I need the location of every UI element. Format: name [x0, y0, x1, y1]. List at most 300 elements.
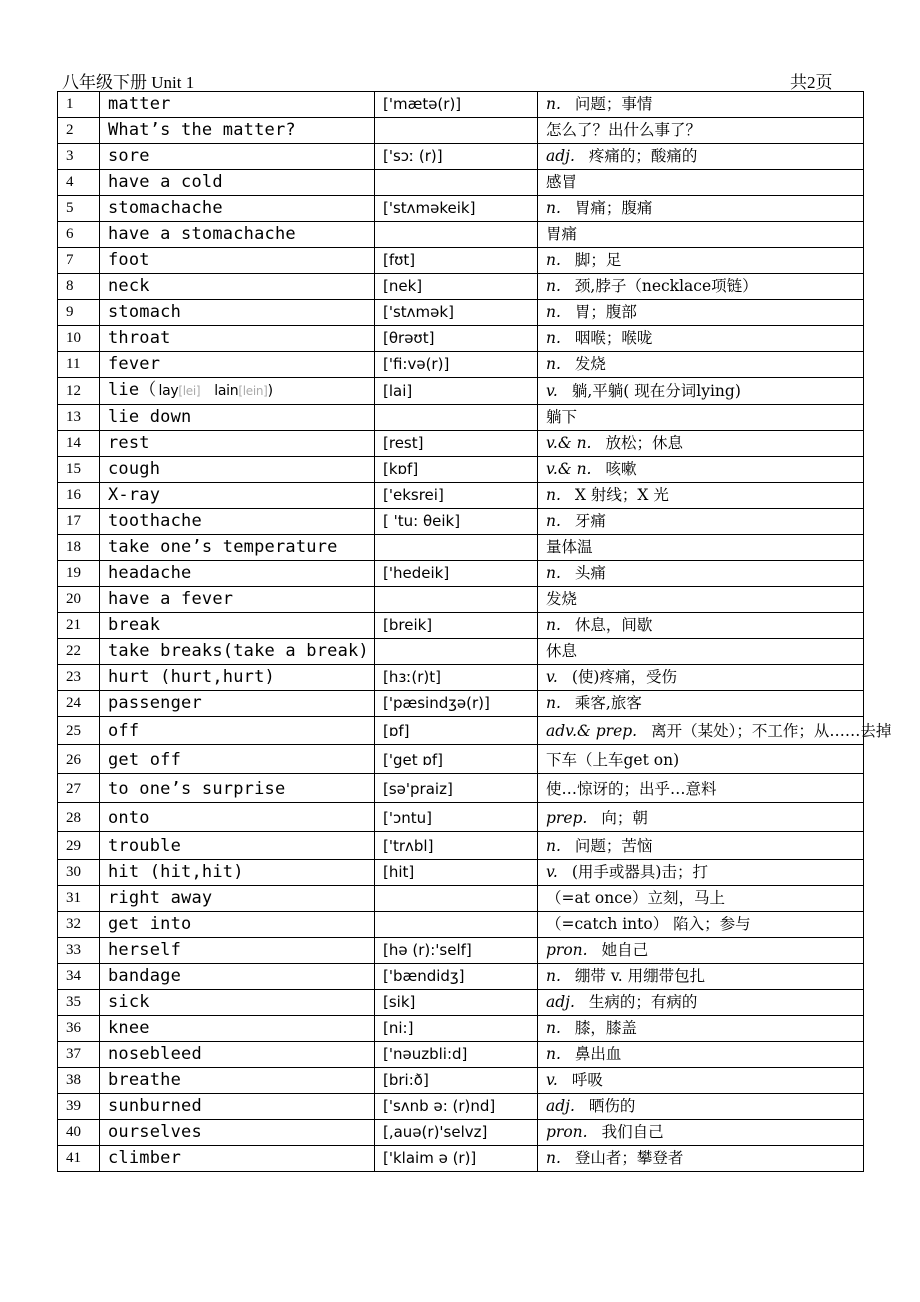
meaning-text: 咳嗽	[605, 460, 637, 478]
part-of-speech: n.	[546, 95, 561, 113]
word-text: climber	[108, 1148, 182, 1168]
row-number: 34	[58, 964, 100, 990]
phonetic-cell: [breik]	[375, 613, 538, 639]
word-cell	[100, 248, 375, 274]
meaning-cell	[538, 405, 864, 431]
phonetic-cell: ['klaim ə (r)]	[375, 1146, 538, 1172]
phonetic-cell: ['trʌbl]	[375, 832, 538, 860]
phonetic-cell: [hɜː(r)t]	[375, 665, 538, 691]
table-row	[58, 990, 864, 1016]
meaning-text: 胃痛	[546, 225, 578, 243]
meaning-text: (使)疼痛，受伤	[571, 668, 677, 686]
meaning-cell	[538, 170, 864, 196]
phonetic-cell: [sə'praiz]	[375, 774, 538, 803]
table-row	[58, 691, 864, 717]
meaning-cell	[538, 1094, 864, 1120]
word-cell	[100, 1146, 375, 1172]
meaning-text: 问题；苦恼	[574, 837, 653, 855]
table-row	[58, 248, 864, 274]
word-text: sick	[108, 992, 150, 1012]
row-number: 39	[58, 1094, 100, 1120]
meaning-text: 牙痛	[574, 512, 606, 530]
table-row	[58, 378, 864, 405]
meaning-text: （=catch into） 陷入；参与	[546, 915, 751, 933]
table-row	[58, 170, 864, 196]
row-number: 7	[58, 248, 100, 274]
word-cell	[100, 964, 375, 990]
meaning-cell	[538, 352, 864, 378]
meaning-text: 放松；休息	[605, 434, 683, 452]
word-cell	[100, 483, 375, 509]
word-cell	[100, 990, 375, 1016]
phonetic-cell: ['stʌmək]	[375, 300, 538, 326]
meaning-cell	[538, 144, 864, 170]
meaning-text: 发烧	[574, 355, 606, 373]
word-cell	[100, 326, 375, 352]
word-cell	[100, 691, 375, 717]
meaning-text: 头痛	[574, 564, 606, 582]
word-cell	[100, 196, 375, 222]
part-of-speech: n.	[546, 967, 561, 985]
part-of-speech: n.	[546, 251, 561, 269]
row-number: 3	[58, 144, 100, 170]
word-text: rest	[108, 433, 150, 453]
phonetic-cell: ['stʌməkeik]	[375, 196, 538, 222]
meaning-cell	[538, 691, 864, 717]
row-number: 23	[58, 665, 100, 691]
word-cell	[100, 774, 375, 803]
word-cell	[100, 717, 375, 745]
table-row	[58, 483, 864, 509]
meaning-cell	[538, 118, 864, 144]
meaning-text: 胃痛；腹痛	[574, 199, 653, 217]
table-row	[58, 1042, 864, 1068]
word-text: right away	[108, 888, 213, 908]
meaning-cell	[538, 639, 864, 665]
part-of-speech: n.	[546, 355, 561, 373]
phonetic-cell: ['sʌnb ə: (r)nd]	[375, 1094, 538, 1120]
part-of-speech: n.	[546, 512, 561, 530]
word-text: get off	[108, 750, 182, 770]
part-of-speech: prep.	[546, 809, 588, 827]
phonetic-cell: [ 'tu: θeik]	[375, 509, 538, 535]
phonetic-cell: ['ɔntu]	[375, 803, 538, 832]
row-number: 9	[58, 300, 100, 326]
meaning-text: 乘客,旅客	[574, 694, 642, 712]
part-of-speech: n.	[546, 277, 561, 295]
table-row	[58, 912, 864, 938]
row-number: 36	[58, 1016, 100, 1042]
meaning-text: 呼吸	[571, 1071, 603, 1089]
part-of-speech: n.	[546, 1045, 561, 1063]
row-number: 8	[58, 274, 100, 300]
word-cell	[100, 300, 375, 326]
word-cell	[100, 886, 375, 912]
word-cell	[100, 535, 375, 561]
part-of-speech: adj.	[546, 993, 575, 1011]
row-number: 6	[58, 222, 100, 248]
part-of-speech: v.	[546, 863, 558, 881]
table-row	[58, 509, 864, 535]
word-cell	[100, 1094, 375, 1120]
phonetic-cell: ['hedeik]	[375, 561, 538, 587]
meaning-cell	[538, 535, 864, 561]
meaning-cell	[538, 196, 864, 222]
word-text: to one’s surprise	[108, 779, 286, 799]
row-number: 38	[58, 1068, 100, 1094]
phonetic-cell: [ni:]	[375, 1016, 538, 1042]
closing-paren: )	[267, 383, 273, 399]
part-of-speech: n.	[546, 486, 561, 504]
meaning-cell	[538, 912, 864, 938]
phonetic-cell: ['bændidʒ]	[375, 964, 538, 990]
past-participle-form: lain	[214, 383, 239, 399]
row-number: 15	[58, 457, 100, 483]
meaning-text: 向；朝	[601, 809, 648, 827]
past-participle-phonetic: [lein]	[238, 384, 268, 398]
meaning-cell	[538, 509, 864, 535]
phonetic-cell: [rest]	[375, 431, 538, 457]
word-text: toothache	[108, 511, 202, 531]
phonetic-cell: [hə (r):'self]	[375, 938, 538, 964]
meaning-cell	[538, 300, 864, 326]
meaning-text: X 射线；X 光	[574, 486, 669, 504]
table-row	[58, 860, 864, 886]
meaning-cell	[538, 774, 864, 803]
word-text: trouble	[108, 836, 182, 856]
word-text: lie（	[108, 380, 157, 400]
meaning-text: 脚；足	[574, 251, 622, 269]
word-text: sunburned	[108, 1096, 202, 1116]
part-of-speech: n.	[546, 303, 561, 321]
row-number: 11	[58, 352, 100, 378]
part-of-speech: n.	[546, 329, 561, 347]
table-row	[58, 431, 864, 457]
row-number: 30	[58, 860, 100, 886]
row-number: 17	[58, 509, 100, 535]
row-number: 26	[58, 745, 100, 774]
meaning-cell	[538, 832, 864, 860]
meaning-text: 她自己	[601, 941, 649, 959]
word-cell	[100, 803, 375, 832]
row-number: 41	[58, 1146, 100, 1172]
word-text: breathe	[108, 1070, 182, 1090]
phonetic-cell: [kɒf]	[375, 457, 538, 483]
word-cell	[100, 1120, 375, 1146]
meaning-cell	[538, 803, 864, 832]
meaning-text: 量体温	[546, 538, 593, 556]
word-text: stomach	[108, 302, 182, 322]
word-cell	[100, 352, 375, 378]
word-text: have a stomachache	[108, 224, 296, 244]
table-row	[58, 196, 864, 222]
word-text: lie down	[108, 407, 192, 427]
phonetic-cell	[375, 639, 538, 665]
word-cell	[100, 509, 375, 535]
table-row	[58, 274, 864, 300]
phonetic-cell	[375, 405, 538, 431]
table-row	[58, 938, 864, 964]
meaning-text: 感冒	[546, 173, 578, 191]
part-of-speech: v.	[546, 1071, 558, 1089]
phonetic-cell: [θrəʊt]	[375, 326, 538, 352]
part-of-speech: adj.	[546, 1097, 575, 1115]
meaning-cell	[538, 938, 864, 964]
word-text: passenger	[108, 693, 202, 713]
row-number: 10	[58, 326, 100, 352]
phonetic-cell: ['pæsindʒə(r)]	[375, 691, 538, 717]
phonetic-cell: ['eksrei]	[375, 483, 538, 509]
word-cell	[100, 1016, 375, 1042]
table-row	[58, 118, 864, 144]
vocabulary-table	[57, 91, 892, 1172]
meaning-text: 使…惊讶的；出乎…意料	[546, 780, 717, 798]
row-number: 20	[58, 587, 100, 613]
meaning-text: 下车（上车get on)	[546, 751, 680, 769]
meaning-cell	[538, 274, 864, 300]
word-text: onto	[108, 808, 150, 828]
part-of-speech: v.& n.	[546, 460, 592, 478]
phonetic-cell: [ɒf]	[375, 717, 538, 745]
table-row	[58, 717, 864, 745]
meaning-cell	[538, 378, 864, 405]
word-text: fever	[108, 354, 161, 374]
word-cell	[100, 378, 375, 405]
phonetic-cell: ['nəuzbli:d]	[375, 1042, 538, 1068]
phonetic-cell: [fʊt]	[375, 248, 538, 274]
phonetic-cell	[375, 886, 538, 912]
table-row	[58, 1068, 864, 1094]
meaning-text: 躺,平躺( 现在分词lying)	[571, 382, 741, 400]
part-of-speech: v.	[546, 382, 558, 400]
meaning-cell	[538, 1016, 864, 1042]
part-of-speech: n.	[546, 694, 561, 712]
word-text: herself	[108, 940, 182, 960]
row-number: 12	[58, 378, 100, 405]
meaning-text: （=at once）立刻，马上	[546, 889, 726, 907]
table-row	[58, 326, 864, 352]
word-text: off	[108, 721, 140, 741]
table-row	[58, 457, 864, 483]
meaning-text: 休息	[546, 642, 578, 660]
meaning-text: 胃；腹部	[574, 303, 637, 321]
table-row	[58, 352, 864, 378]
meaning-cell	[538, 860, 864, 886]
word-text: throat	[108, 328, 171, 348]
word-cell	[100, 144, 375, 170]
word-text: matter	[108, 94, 171, 114]
table-row	[58, 886, 864, 912]
row-number: 32	[58, 912, 100, 938]
part-of-speech: v.	[546, 668, 558, 686]
word-text: stomachache	[108, 198, 223, 218]
word-cell	[100, 1042, 375, 1068]
row-number: 24	[58, 691, 100, 717]
row-number: 35	[58, 990, 100, 1016]
row-number: 2	[58, 118, 100, 144]
page-header-title: 八年级下册 Unit 1	[62, 73, 195, 92]
row-number: 40	[58, 1120, 100, 1146]
table-row	[58, 535, 864, 561]
word-cell	[100, 938, 375, 964]
meaning-cell	[538, 1068, 864, 1094]
phonetic-cell	[375, 587, 538, 613]
row-number: 27	[58, 774, 100, 803]
meaning-cell	[538, 990, 864, 1016]
word-cell	[100, 1068, 375, 1094]
row-number: 21	[58, 613, 100, 639]
meaning-cell	[538, 561, 864, 587]
word-cell	[100, 745, 375, 774]
meaning-cell	[538, 1146, 864, 1172]
meaning-text: 躺下	[546, 408, 578, 426]
row-number: 25	[58, 717, 100, 745]
meaning-text: 怎么了？出什么事了？	[546, 121, 702, 139]
phonetic-cell: [,auə(r)'selvz]	[375, 1120, 538, 1146]
table-row	[58, 587, 864, 613]
meaning-cell	[538, 745, 864, 774]
meaning-text: 鼻出血	[574, 1045, 622, 1063]
meaning-text: 发烧	[546, 590, 578, 608]
meaning-text: 颈,脖子（necklace项链）	[574, 277, 758, 295]
word-text: bandage	[108, 966, 182, 986]
table-row	[58, 964, 864, 990]
meaning-text: 疼痛的；酸痛的	[588, 147, 698, 165]
word-cell	[100, 665, 375, 691]
phonetic-cell: ['sɔː (r)]	[375, 144, 538, 170]
phonetic-cell	[375, 535, 538, 561]
word-cell	[100, 860, 375, 886]
word-text: X-ray	[108, 485, 161, 505]
phonetic-cell	[375, 170, 538, 196]
row-number: 33	[58, 938, 100, 964]
row-number: 22	[58, 639, 100, 665]
meaning-text: 我们自己	[601, 1123, 664, 1141]
row-number: 29	[58, 832, 100, 860]
part-of-speech: n.	[546, 199, 561, 217]
word-cell	[100, 912, 375, 938]
past-tense-phonetic: [lei]	[178, 384, 201, 398]
table-row	[58, 832, 864, 860]
phonetic-cell: ['get ɒf]	[375, 745, 538, 774]
table-row	[58, 1120, 864, 1146]
row-number: 28	[58, 803, 100, 832]
meaning-text: 咽喉；喉咙	[574, 329, 653, 347]
meaning-cell	[538, 587, 864, 613]
row-number: 31	[58, 886, 100, 912]
table-row	[58, 92, 864, 118]
table-row	[58, 300, 864, 326]
row-number: 19	[58, 561, 100, 587]
word-text: ourselves	[108, 1122, 202, 1142]
word-cell	[100, 587, 375, 613]
phonetic-cell	[375, 118, 538, 144]
meaning-cell	[538, 92, 864, 118]
row-number: 18	[58, 535, 100, 561]
meaning-cell	[538, 457, 864, 483]
table-row	[58, 1016, 864, 1042]
phonetic-cell: [lai]	[375, 378, 538, 405]
row-number: 13	[58, 405, 100, 431]
row-number: 5	[58, 196, 100, 222]
phonetic-cell: [bri:ð]	[375, 1068, 538, 1094]
row-number: 37	[58, 1042, 100, 1068]
word-text: take breaks(take a break)	[108, 641, 369, 661]
meaning-text: 膝，膝盖	[574, 1019, 637, 1037]
meaning-cell	[538, 248, 864, 274]
meaning-cell	[538, 964, 864, 990]
table-row	[58, 405, 864, 431]
table-row	[58, 144, 864, 170]
phonetic-cell	[375, 912, 538, 938]
meaning-cell	[538, 483, 864, 509]
meaning-text: 问题；事情	[574, 95, 653, 113]
word-text: knee	[108, 1018, 150, 1038]
word-text: sore	[108, 146, 150, 166]
word-text: get into	[108, 914, 192, 934]
meaning-cell	[538, 431, 864, 457]
table-row	[58, 803, 864, 832]
word-text: What’s the matter?	[108, 120, 296, 140]
phonetic-cell: [hit]	[375, 860, 538, 886]
word-cell	[100, 431, 375, 457]
word-text: have a cold	[108, 172, 223, 192]
meaning-text: 离开（某处）；不工作；从……去掉	[651, 722, 892, 740]
table-row	[58, 1094, 864, 1120]
word-text: headache	[108, 563, 192, 583]
row-number: 1	[58, 92, 100, 118]
word-text: take one’s temperature	[108, 537, 338, 557]
meaning-cell	[538, 613, 864, 639]
word-cell	[100, 170, 375, 196]
meaning-cell	[538, 222, 864, 248]
phonetic-cell: ['mætə(r)]	[375, 92, 538, 118]
word-text: foot	[108, 250, 150, 270]
part-of-speech: n.	[546, 616, 561, 634]
word-text: nosebleed	[108, 1044, 202, 1064]
word-cell	[100, 457, 375, 483]
word-cell	[100, 405, 375, 431]
table-row	[58, 745, 864, 774]
word-cell	[100, 92, 375, 118]
word-cell	[100, 118, 375, 144]
row-number: 4	[58, 170, 100, 196]
meaning-text: 绷带 v. 用绷带包扎	[574, 967, 706, 985]
part-of-speech: n.	[546, 1149, 561, 1167]
phonetic-cell: [nek]	[375, 274, 538, 300]
table-row	[58, 639, 864, 665]
meaning-cell	[538, 665, 864, 691]
part-of-speech: adv.& prep.	[546, 722, 638, 740]
meaning-cell	[538, 326, 864, 352]
meaning-cell	[538, 1042, 864, 1068]
past-tense-form: lay	[158, 383, 179, 399]
meaning-text: 生病的；有病的	[588, 993, 698, 1011]
word-text: have a fever	[108, 589, 234, 609]
row-number: 14	[58, 431, 100, 457]
table-row	[58, 222, 864, 248]
row-number: 16	[58, 483, 100, 509]
word-text: hit (hit,hit)	[108, 862, 244, 882]
table-row	[58, 561, 864, 587]
meaning-cell	[538, 886, 864, 912]
word-cell	[100, 274, 375, 300]
part-of-speech: pron.	[546, 1123, 588, 1141]
word-cell	[100, 832, 375, 860]
word-cell	[100, 561, 375, 587]
meaning-text: 晒伤的	[588, 1097, 636, 1115]
word-text: neck	[108, 276, 150, 296]
